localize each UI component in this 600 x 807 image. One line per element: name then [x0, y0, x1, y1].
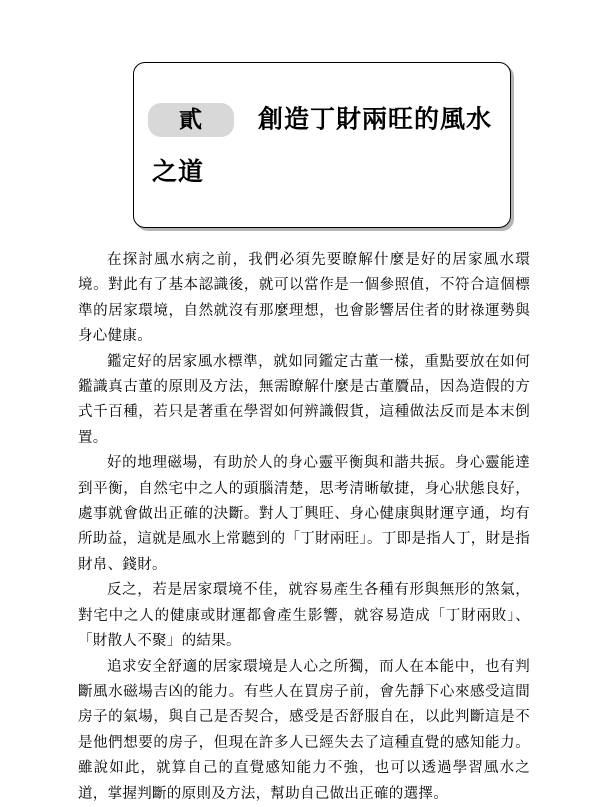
body-text: [78, 248, 530, 807]
chapter-heading-line-1: [148, 91, 496, 147]
paragraph: 反之，若是居家環境不佳，就容易產生各種有形與無形的煞氣，對宅中之人的健康或財運都會產生影響，就容易造成「丁財兩敗」、「財散人不聚」的結果。: [78, 582, 530, 650]
paragraph: 好的地理磁場，有助於人的身心靈平衡與和諧共振。身心靈能達到平衡，自然宅中之人的頭腦清楚，思考清晰敏捷，身心狀態良好，處事就會做出正確的決斷。對人丁興旺、身心健康與財運亨通，均有所助益，這就是風水上常聽到的「丁財兩旺」。丁即是指人丁，財是指財帛、錢財。: [78, 455, 530, 573]
chapter-number-badge: 貳: [148, 103, 234, 137]
chapter-heading-box: [133, 62, 511, 228]
chapter-title-line-2: 之道: [152, 156, 205, 186]
paragraph: 在探討風水病之前，我們必須先要瞭解什麼是好的居家風水環境。對此有了基本認識後，就可以當作是一個參照值，不符合這個標準的居家環境，自然就沒有那麼理想，也會影響居住者的財祿運勢與身心健康。: [78, 252, 530, 345]
chapter-title-line-1: 創造丁財兩旺的風水: [258, 104, 493, 134]
paragraph: 鑑定好的居家風水標準，就如同鑑定古董一樣，重點要放在如何鑑識真古董的原則及方法，無需瞭解什麼是古董贗品，因為造假的方式千百種，若只是著重在學習如何辨識假貨，這種做法反而是本末倒置。: [78, 353, 530, 446]
chapter-heading-inner: [148, 91, 496, 197]
paragraph: 追求安全舒適的居家環境是人心之所獨，而人在本能中，也有判斷風水磁場吉凶的能力。有些人在買房子前，會先靜下心來感受這間房子的氣場，與自己是否契合，感受是否舒服自在，以此判斷這是不是他們想要的房子，但現在許多人已經失去了這種直覺的感知能力。雖說如此，就算自己的直覺感知能力不強，也可以透過學習風水之道，掌握判斷的原則及方法，幫助自己做出正確的選擇。: [78, 658, 530, 802]
